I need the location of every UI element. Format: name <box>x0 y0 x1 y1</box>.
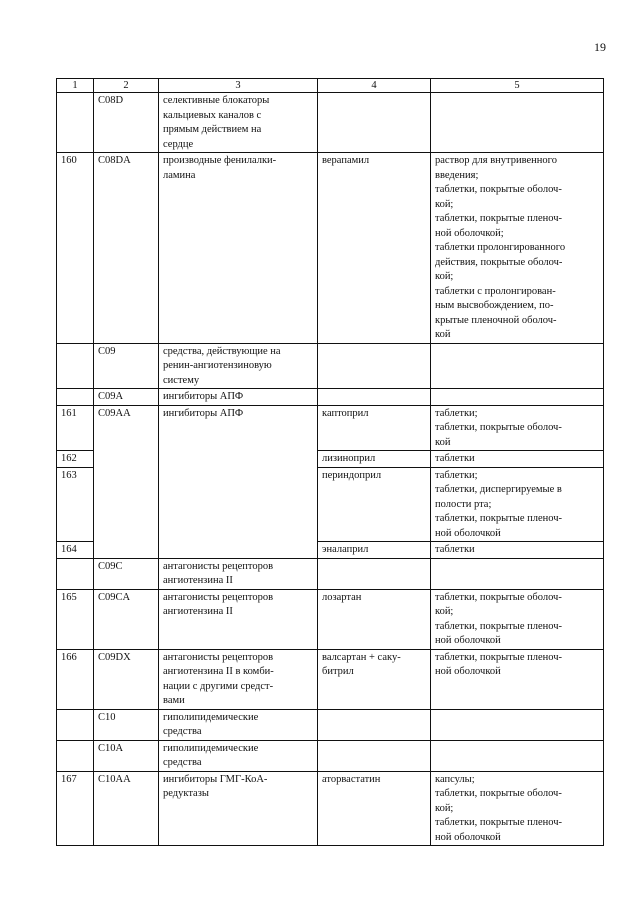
medication-table <box>56 78 604 846</box>
group-name-cell: ингибиторы АПФ <box>159 405 318 558</box>
atc-code-cell: C09CA <box>94 589 159 649</box>
row-number-cell <box>57 93 94 153</box>
header-cell-4: 4 <box>318 79 431 93</box>
dosage-form-cell: таблетки, покрытые пленоч- ной оболочкой <box>431 649 604 709</box>
header-cell-3: 3 <box>159 79 318 93</box>
group-name-cell: гиполипидемические средства <box>159 709 318 740</box>
dosage-form-cell <box>431 389 604 406</box>
table-row <box>57 589 604 649</box>
dosage-form-cell <box>431 709 604 740</box>
group-name-cell: селективные блокаторы кальциевых каналов с прямым действием на сердце <box>159 93 318 153</box>
atc-code-cell: C09DX <box>94 649 159 709</box>
row-number-cell: 166 <box>57 649 94 709</box>
dosage-form-cell <box>431 558 604 589</box>
atc-code-cell: C10A <box>94 740 159 771</box>
row-number-cell: 167 <box>57 771 94 846</box>
row-number-cell: 163 <box>57 467 94 542</box>
drug-name-cell: лозартан <box>318 589 431 649</box>
group-name-cell: ингибиторы ГМГ-КоА- редуктазы <box>159 771 318 846</box>
header-cell-1: 1 <box>57 79 94 93</box>
table-row <box>57 558 604 589</box>
dosage-form-cell <box>431 93 604 153</box>
page-number: 19 <box>594 40 606 54</box>
group-name-cell: ингибиторы АПФ <box>159 389 318 406</box>
row-number-cell: 162 <box>57 451 94 468</box>
group-name-cell: антагонисты рецепторов ангиотензина II <box>159 558 318 589</box>
dosage-form-cell: таблетки; таблетки, диспергируемые в полости рта; таблетки, покрытые пленоч- ной оболочкой <box>431 467 604 542</box>
table-row <box>57 649 604 709</box>
drug-name-cell <box>318 93 431 153</box>
table-header-row <box>57 79 604 93</box>
drug-name-cell <box>318 709 431 740</box>
row-number-cell: 160 <box>57 153 94 344</box>
atc-code-cell: C08DA <box>94 153 159 344</box>
drug-name-cell: лизиноприл <box>318 451 431 468</box>
row-number-cell <box>57 709 94 740</box>
table-row <box>57 389 604 406</box>
drug-name-cell: аторвастатин <box>318 771 431 846</box>
drug-name-cell <box>318 558 431 589</box>
drug-name-cell <box>318 389 431 406</box>
dosage-form-cell <box>431 343 604 389</box>
atc-code-cell: C09 <box>94 343 159 389</box>
dosage-form-cell: таблетки; таблетки, покрытые оболоч- кой <box>431 405 604 451</box>
atc-code-cell: C08D <box>94 93 159 153</box>
drug-name-cell: периндоприл <box>318 467 431 542</box>
dosage-form-cell: таблетки <box>431 542 604 559</box>
drug-name-cell: эналаприл <box>318 542 431 559</box>
group-name-cell: гиполипидемические средства <box>159 740 318 771</box>
dosage-form-cell: раствор для внутривенного введения; таблетки, покрытые оболоч- кой; таблетки, покрытые пленоч- ной оболочкой; таблетки пролонгированного действия, покрытые оболоч- кой; таблетки с пролонгирован- ным высвобождением, по- крытые пленочной оболоч- кой <box>431 153 604 344</box>
group-name-cell: антагонисты рецепторов ангиотензина II <box>159 589 318 649</box>
row-number-cell: 161 <box>57 405 94 451</box>
dosage-form-cell: таблетки, покрытые оболоч- кой; таблетки, покрытые пленоч- ной оболочкой <box>431 589 604 649</box>
row-number-cell: 164 <box>57 542 94 559</box>
dosage-form-cell <box>431 740 604 771</box>
table-row <box>57 709 604 740</box>
header-cell-5: 5 <box>431 79 604 93</box>
atc-code-cell: C09A <box>94 389 159 406</box>
drug-name-cell: каптоприл <box>318 405 431 451</box>
table-row <box>57 343 604 389</box>
table-row <box>57 93 604 153</box>
table-row <box>57 153 604 344</box>
row-number-cell: 165 <box>57 589 94 649</box>
drug-name-cell <box>318 740 431 771</box>
atc-code-cell: C09AA <box>94 405 159 558</box>
row-number-cell <box>57 740 94 771</box>
atc-code-cell: C10 <box>94 709 159 740</box>
group-name-cell: антагонисты рецепторов ангиотензина II в комби- нации с другими средст- вами <box>159 649 318 709</box>
group-name-cell: средства, действующие на ренин-ангиотензиновую систему <box>159 343 318 389</box>
atc-code-cell: C10AA <box>94 771 159 846</box>
table-row <box>57 405 604 451</box>
header-cell-2: 2 <box>94 79 159 93</box>
dosage-form-cell: таблетки <box>431 451 604 468</box>
dosage-form-cell: капсулы; таблетки, покрытые оболоч- кой; таблетки, покрытые пленоч- ной оболочкой <box>431 771 604 846</box>
atc-code-cell: C09C <box>94 558 159 589</box>
row-number-cell <box>57 558 94 589</box>
table-row <box>57 771 604 846</box>
row-number-cell <box>57 343 94 389</box>
drug-name-cell <box>318 343 431 389</box>
group-name-cell: производные фенилалки- ламина <box>159 153 318 344</box>
drug-name-cell: валсартан + саку- битрил <box>318 649 431 709</box>
table-row <box>57 740 604 771</box>
row-number-cell <box>57 389 94 406</box>
drug-name-cell: верапамил <box>318 153 431 344</box>
